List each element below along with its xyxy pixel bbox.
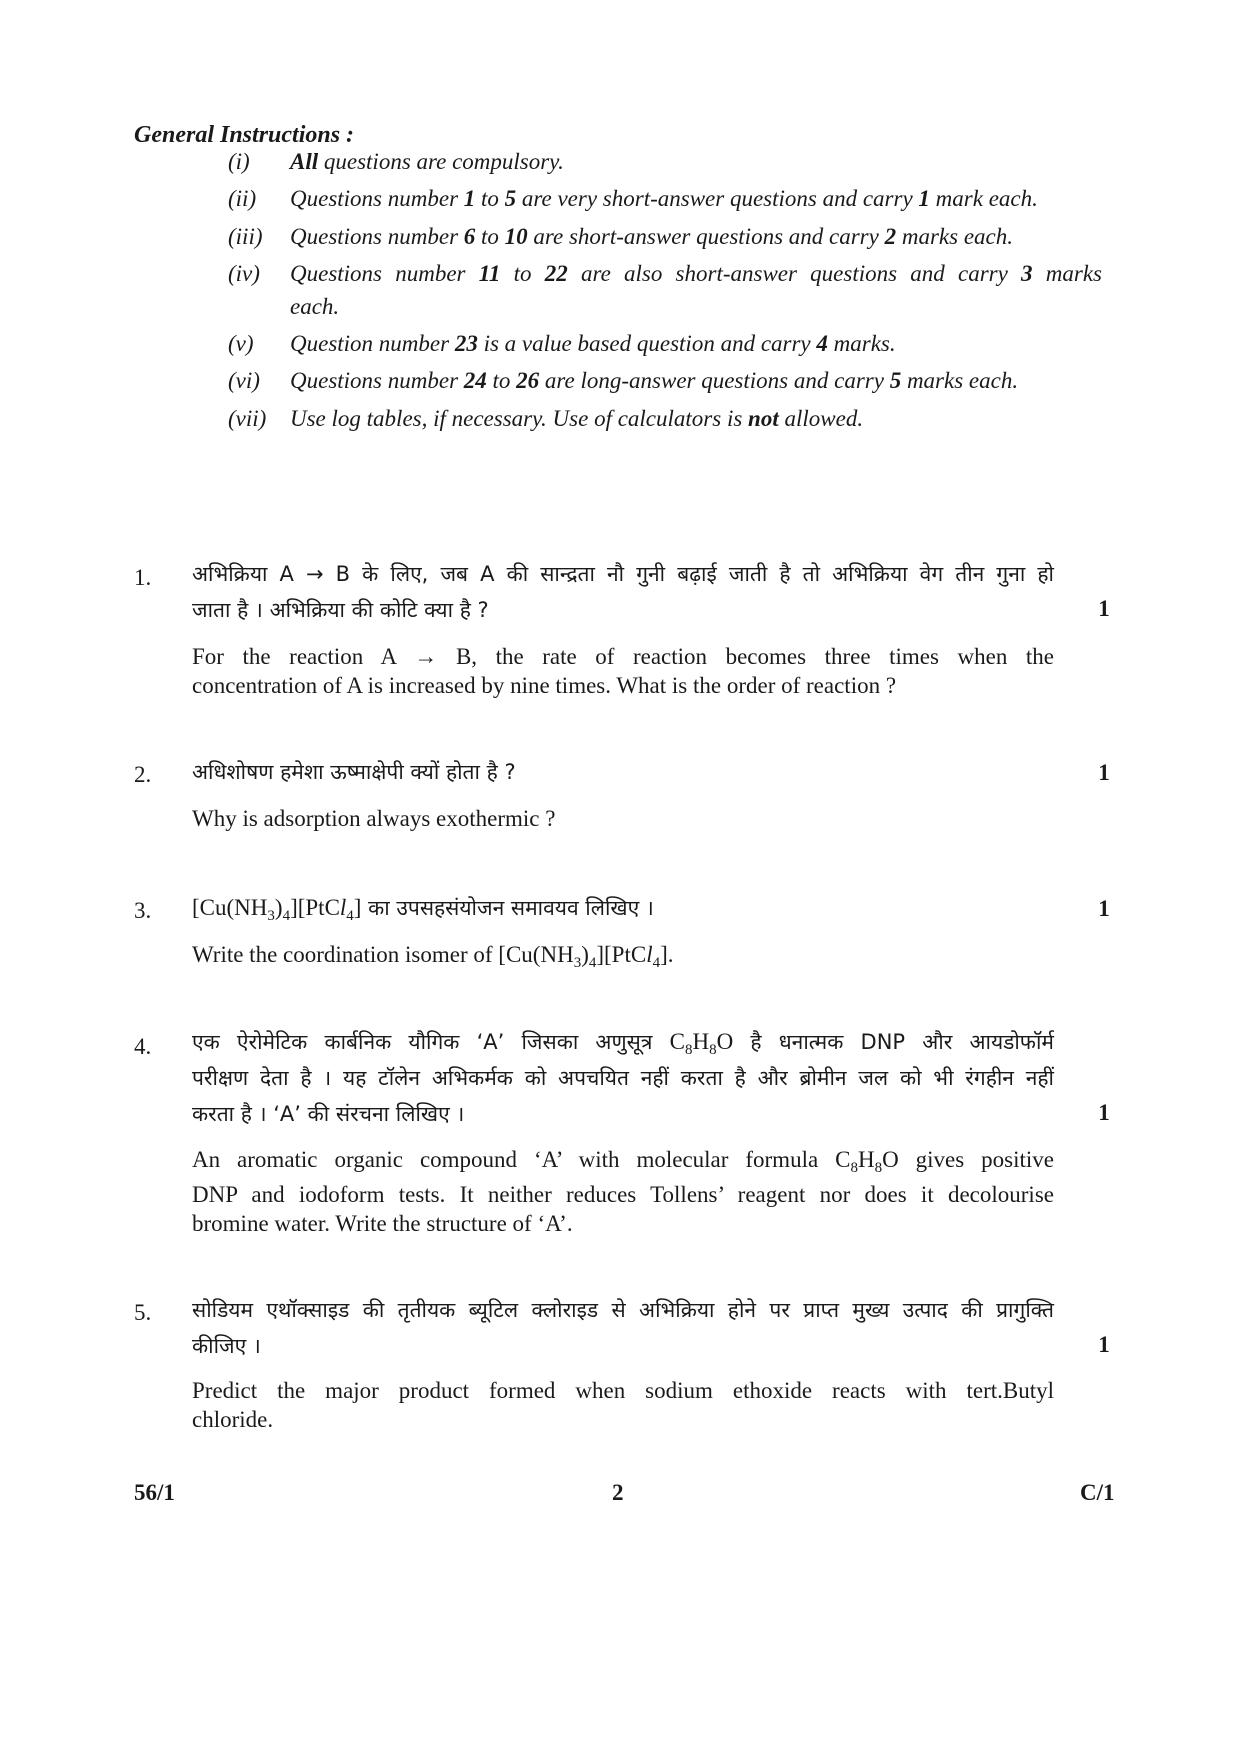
instruction-text: Questions number 11 to 22 are also short-answer questions and carry 3 marks [290,261,1102,286]
page-number: 2 [612,1480,624,1505]
question-english: An aromatic organic compound ‘A’ with molecular formula $C_8H_8O$ gives positive DNP and iodoform tests. It neither reduces Tollens’ reagent nor does it decolourise bromine water. Write the structure of ‘A’. [192,1147,1054,1236]
exam-page: General Instructions : (i) All questions are compulsory. (ii) Questions number 1 to 5 are very short-answer questions and carry 1 mark each. (iii) Questions number 6 to 10 are short-answer questions and carry 2 marks each. (iv) Questions number 11 to 22 are also short-answer questions and carry 3 marks each. (v) Question number 23 is a value based question and carry 4 marks. (vi) Questions number 24 to 26 are long-answer questions and carry 5 marks each. (vii) Use log tables, if necessary. Use of calculators is not allowed. 1. अभिक्रिया A → B के लिए, जब A की सान्द्रता नौ गुनी बढ़ाई जाती है तो अभिक्रिया वेग तीन गुना हो जाता है । अभिक्रिया की कोटि क्या है ? 1 For the reaction A → B, the rate of reaction becomes three times when the concentration of A is increased by nine times. What is the order of reaction ? 2. अधिशोषण हमेशा ऊष्माक्षेपी क्यों होता है ? 1 Why is adsorption always exothermic ? 3. $[Cu(NH_3)_4][PtCl_4]$ का उपसहसंयोजन समावयव लिखिए । 1 Write the coordination isomer of $[Cu(NH_3)_4][PtCl_4]$. 4. एक ऐरोमेटिक कार्बनिक यौगिक ‘A’ जिसका अणुसूत्र $C_8H_8O$ है धनात्मक DNP और आयडोफॉर्म परीक्षण देता है । यह टॉलेन अभिकर्मक को अपचयित नहीं करता है और ब्रोमीन जल को भी रंगहीन नहीं करता है । ‘A’ की संरचना लिखिए । 1 An aromatic organic compound ‘A’ with molecular formula $C_8H_8O$ gives positive DNP and iodoform tests. It neither reduces Tollens’ reagent nor does it decolourise bromine water. Write the structure of ‘A’. 5. सोडियम एथॉक्साइड की तृतीयक ब्यूटिल क्लोराइड से अभिक्रिया होने पर प्राप्त मुख्य उत्पाद की प्रागुक्ति कीजिए । 1 Predict the major product formed when sodium ethoxide reacts with tert.Butyl chloride. 56/1 2 C/1 [134,122,1115,1505]
question-english: Predict the major product formed when sodium ethoxide reacts with tert.Butyl chloride. [192,1378,1054,1432]
instruction-text: Questions number 1 to 5 are very short-answer questions and carry 1 mark each. [290,186,1038,211]
set-code: C/1 [1080,1480,1115,1505]
instruction-text: Question number 23 is a value based question and carry 4 marks. [290,331,896,356]
coordination-formula: $[Cu(NH_3)_4][PtCl_4]$ [192,895,362,924]
question-english: For the reaction A → B, the rate of reaction becomes three times when the concentration of A is increased by nine times. What is the order of reaction ? [192,644,1054,698]
question-hindi: एक ऐरोमेटिक कार्बनिक यौगिक ‘A’ जिसका अणुसूत्र $C_8H_8O$ है धनात्मक DNP और आयडोफॉर्म [192,1029,1054,1058]
instruction-text: Use log tables, if necessary. Use of calculators is not allowed. [290,406,864,431]
marks: 1 [1098,596,1110,621]
paper-code: 56/1 [134,1480,175,1505]
question-hindi: $[Cu(NH_3)_4][PtCl_4]$ का उपसहसंयोजन समावयव लिखिए । [192,895,654,924]
question-english: Write the coordination isomer of $[Cu(NH_3)_4][PtCl_4]$. [192,942,674,971]
instruction-text: All questions are compulsory. [290,149,564,174]
marks: 1 [1098,760,1110,785]
marks: 1 [1098,1332,1110,1357]
molecular-formula: $C_8H_8O$ [669,1029,734,1058]
marks: 1 [1098,896,1110,921]
instruction-text: Questions number 6 to 10 are short-answer questions and carry 2 marks each. [290,224,1013,249]
molecular-formula: $C_8H_8O$ [835,1147,899,1176]
coordination-formula: $[Cu(NH_3)_4][PtCl_4]$ [498,942,668,971]
marks: 1 [1098,1100,1110,1125]
general-instructions-title: General Instructions : [134,122,355,148]
instruction-text: Questions number 24 to 26 are long-answer questions and carry 5 marks each. [290,368,1019,393]
